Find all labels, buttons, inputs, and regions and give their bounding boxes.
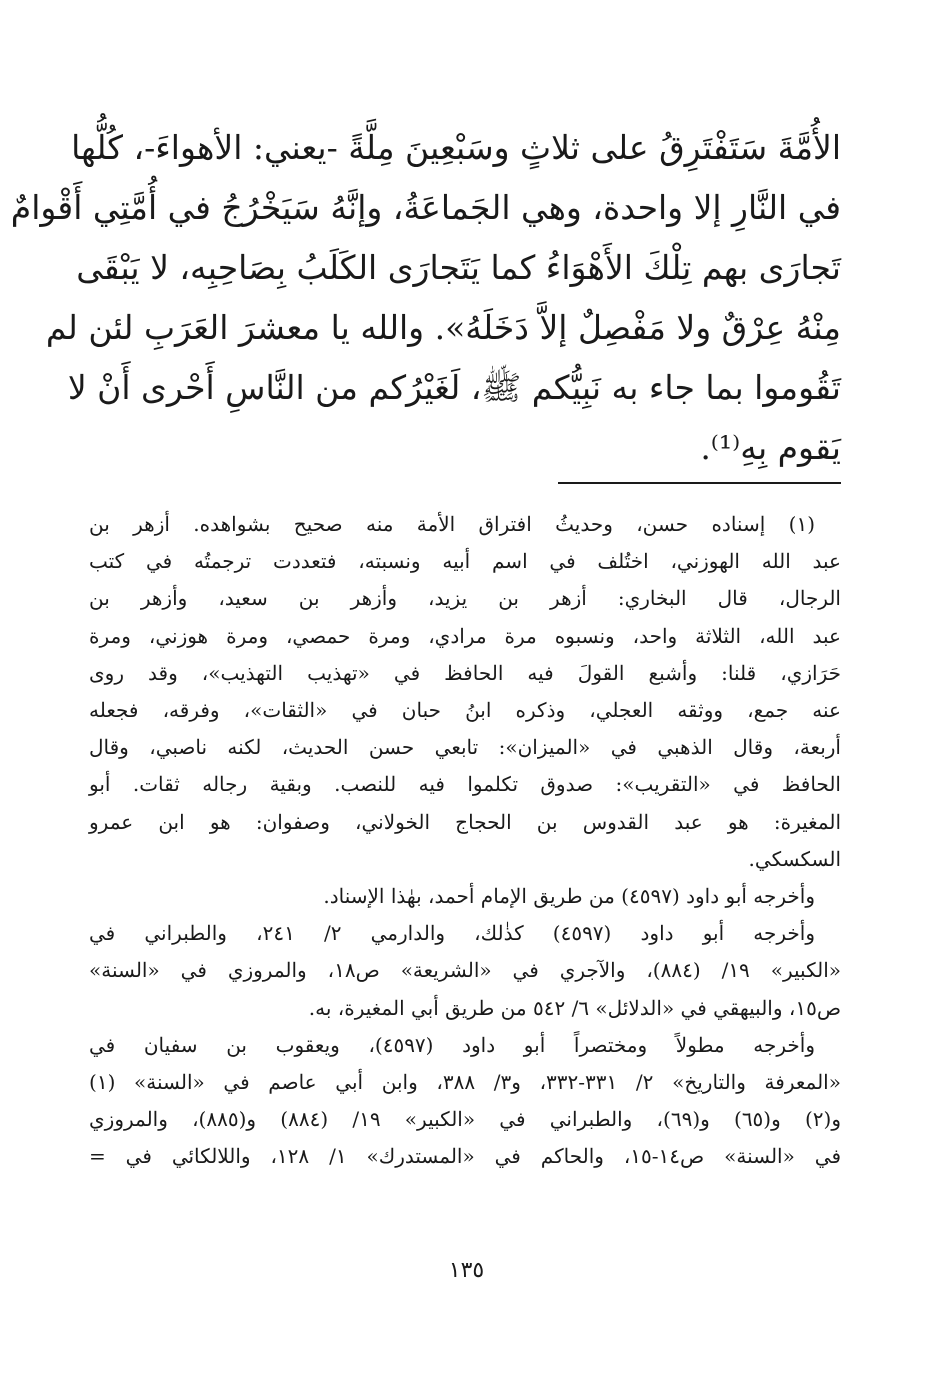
footnote-line: في «السنة» ص١٤-١٥، والحاكم في «المستدرك» ١/ ١٢٨، واللالكائي في = <box>89 1144 842 1169</box>
main-text-line: مِنْهُ عِرْقٌ ولا مَفْصِلٌ إلاَّ دَخَلَهُ». والله يا معشرَ العَرَبِ لئن لم <box>45 308 841 347</box>
footnote-separator-rule <box>558 482 841 484</box>
footnote-line: المغيرة: هو عبد القدوس بن الحجاج الخولاني، وصفوان: هو ابن عمرو <box>89 809 841 834</box>
footnote-line: وأخرجه مطولاً ومختصراً أبو داود (٤٥٩٧)، ويعقوب بن سفيان في <box>89 1032 815 1057</box>
footnote-line: الرجال، قال البخاري: أزهر بن يزيد، وأزهر بن سعيد، وأزهر بن <box>89 586 841 611</box>
main-text-line: تَقُوموا بما جاء به نَبِيُّكم ﷺ، لَغَيْرُكم من النَّاسِ أَحْرى أَنْ لا <box>67 368 841 407</box>
main-text-line: يَقوم بِهِ⁽¹⁾. <box>700 428 841 467</box>
footnote-line: الحافظ في «التقريب»: صدوق تكلموا فيه للنصب. وبقية رجاله ثقات. أبو <box>89 772 841 797</box>
footnote-line: عبد الله الهوزني، اختُلف في اسم أبيه ونسبته، فتعددت ترجمتُه في كتب <box>89 549 841 574</box>
page-number: ١٣٥ <box>448 1258 485 1283</box>
main-text-line: تَجارَى بهم تِلْكَ الأَهْوَاءُ كما يَتَجارَى الكَلَبُ بِصَاحِبِه، لا يَبْقَى <box>76 248 841 287</box>
footnote-line: «المعرفة والتاريخ» ٢/ ٣٣١-٣٣٢، و٣/ ٣٨٨، وابن أبي عاصم في «السنة» (١) <box>89 1070 841 1095</box>
footnote-line: عنه جمع، ووثقه العجلي، وذكره ابنُ حبان في «الثقات»، وفرقه، فجعله <box>89 698 841 723</box>
main-text-line: في النَّارِ إلا واحدة، وهي الجَماعَةُ، وإنَّهُ سَيَخْرُجُ في أُمَّتِي أَقْوامٌ <box>10 188 841 227</box>
footnote-line: السكسكي. <box>748 846 841 871</box>
main-body-text <box>10 118 841 478</box>
footnotes-section <box>89 506 841 1176</box>
footnote-line: ص١٥، والبيهقي في «الدلائل» ٦/ ٥٤٢ من طريق أبي المغيرة، به. <box>308 995 841 1020</box>
footnote-line: «الكبير» ١٩/ (٨٨٤)، والآجري في «الشريعة» ص١٨، والمروزي في «السنة» <box>89 958 842 983</box>
footnote-line: حَرَازي، قلنا: وأشبع القولَ فيه الحافظ في «تهذيب التهذيب»، وقد روى <box>89 660 841 685</box>
footnote-line: و(٢) و(٦٥) و(٦٩)، والطبراني في «الكبير» ١٩/ (٨٨٤) و(٨٨٥)، والمروزي <box>89 1107 842 1132</box>
footnote-line: وأخرجه أبو داود (٤٥٩٧) من طريق الإمام أحمد، بهٰذا الإسناد. <box>323 884 815 909</box>
footnote-line: أربعة، وقال الذهبي في «الميزان»: تابعي حسن الحديث، لكنه ناصبي، وقال <box>89 735 841 760</box>
footnote-line: (١) إسناده حسن، وحديثُ افتراق الأمة منه صحيح بشواهده. أزهر بن <box>89 512 815 536</box>
footnote-line: وأخرجه أبو داود (٤٥٩٧) كذٰلك، والدارمي ٢/ ٢٤١، والطبراني في <box>89 921 815 946</box>
footnote-line: عبد الله، الثلاثة واحد، ونسبوه مرة مرادي، ومرة حمصي، ومرة هوزني، ومرة <box>89 623 841 648</box>
main-text-line: الأُمَّةَ سَتَفْتَرِقُ على ثلاثٍ وسَبْعِينَ مِلَّةً -يعني: الأهواءَ-، كُلُّها <box>71 128 841 167</box>
